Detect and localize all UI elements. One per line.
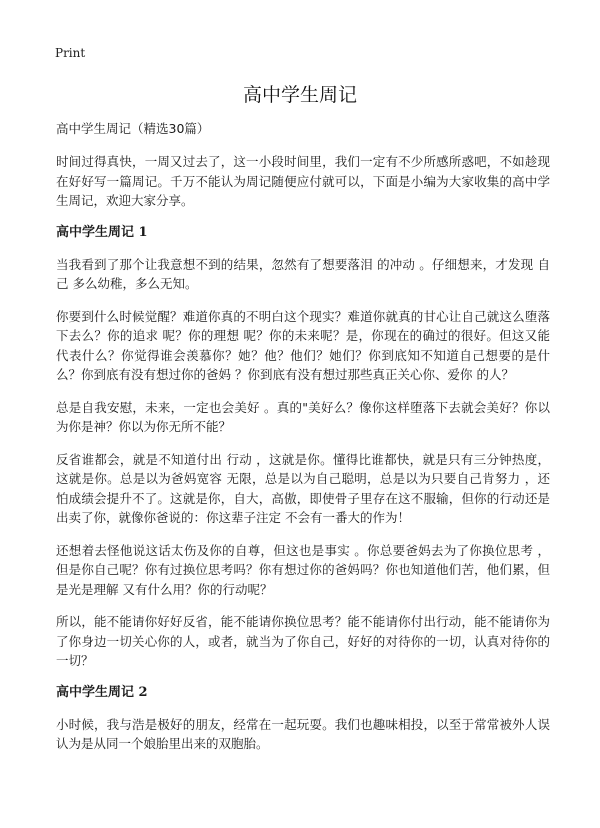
section-paragraph: 反省谁都会，就是不知道付出 行动 ，这就是你。懂得比谁都快，就是只有三分钟热度，这就是你。总是以为爸妈宽容 无限，总是以为自己聪明，总是以为只要自己肯努力 ，还怕成绩会提升不了。这就是你，自大，高傲，即使骨子里存在这不服输，但你的行动还是出卖了你，就像你爸说的：你这辈子注定 不会有一番大的作为！ — [56, 451, 550, 525]
section-heading: 高中学生周记 2 — [56, 684, 148, 700]
section-paragraph: 你要到什么时候觉醒？难道你真的不明白这个现实？难道你就真的甘心让自己就这么堕落 下去么？你的追求 呢？你的理想 呢？你的未来呢？是，你现在的确过的很好。但这又能代表什么？你觉得谁会羡慕你？她？他？他们？她们？你到底知不知道自己想要的是什么？你到底有没有想过你的爸妈 ？你到底有没有想过那些真正关心你、爱你 的人？ — [56, 308, 550, 382]
section-paragraph: 所以，能不能请你好好反省，能不能请你换位思考？能不能请你付出行动，能不能请你为了你身边一切关心你的人，或者，就当为了你自己，好好的对待你的一切，认真对待你的一切？ — [56, 614, 550, 668]
section-paragraph: 总是自我安慰，未来，一定也会美好 。真的"美好么？像你这样堕落下去就会美好？你以为你是神？你以为你无所不能？ — [56, 399, 550, 434]
section-paragraph: 当我看到了那个让我意想不到的结果，忽然有了想要落泪 的冲动 。仔细想来，才发现 自己 多么幼稚，多么无知。 — [56, 256, 550, 291]
section-paragraph: 小时候，我与浩是极好的朋友，经常在一起玩耍。我们也趣味相投，以至于常常被外人误认为是从同一个娘胎里出来的双胞胎。 — [56, 716, 550, 751]
article-body — [56, 120, 550, 767]
section-paragraph: 还想着去怪他说这话太伤及你的自尊，但这也是事实 。你总要爸妈去为了你换位思考 ，但是你自己呢？你有过换位思考吗？你有想过你的爸妈吗？你也知道他们苦，他们累，但是光是理解 又有什么用？你的行动呢？ — [56, 542, 550, 597]
article-subtitle: 高中学生周记（精选30篇） — [56, 121, 210, 136]
print-link[interactable]: Print — [55, 46, 86, 60]
section-heading: 高中学生周记 1 — [56, 224, 148, 240]
page-title: 高中学生周记 — [242, 84, 357, 106]
intro-paragraph: 时间过得真快，一周又过去了，这一小段时间里，我们一定有不少所感所惑吧，不如趁现在好好写一篇周记。千万不能认为周记随便应付就可以，下面是小编为大家收集的高中学生周记，欢迎大家分享。 — [56, 154, 550, 208]
